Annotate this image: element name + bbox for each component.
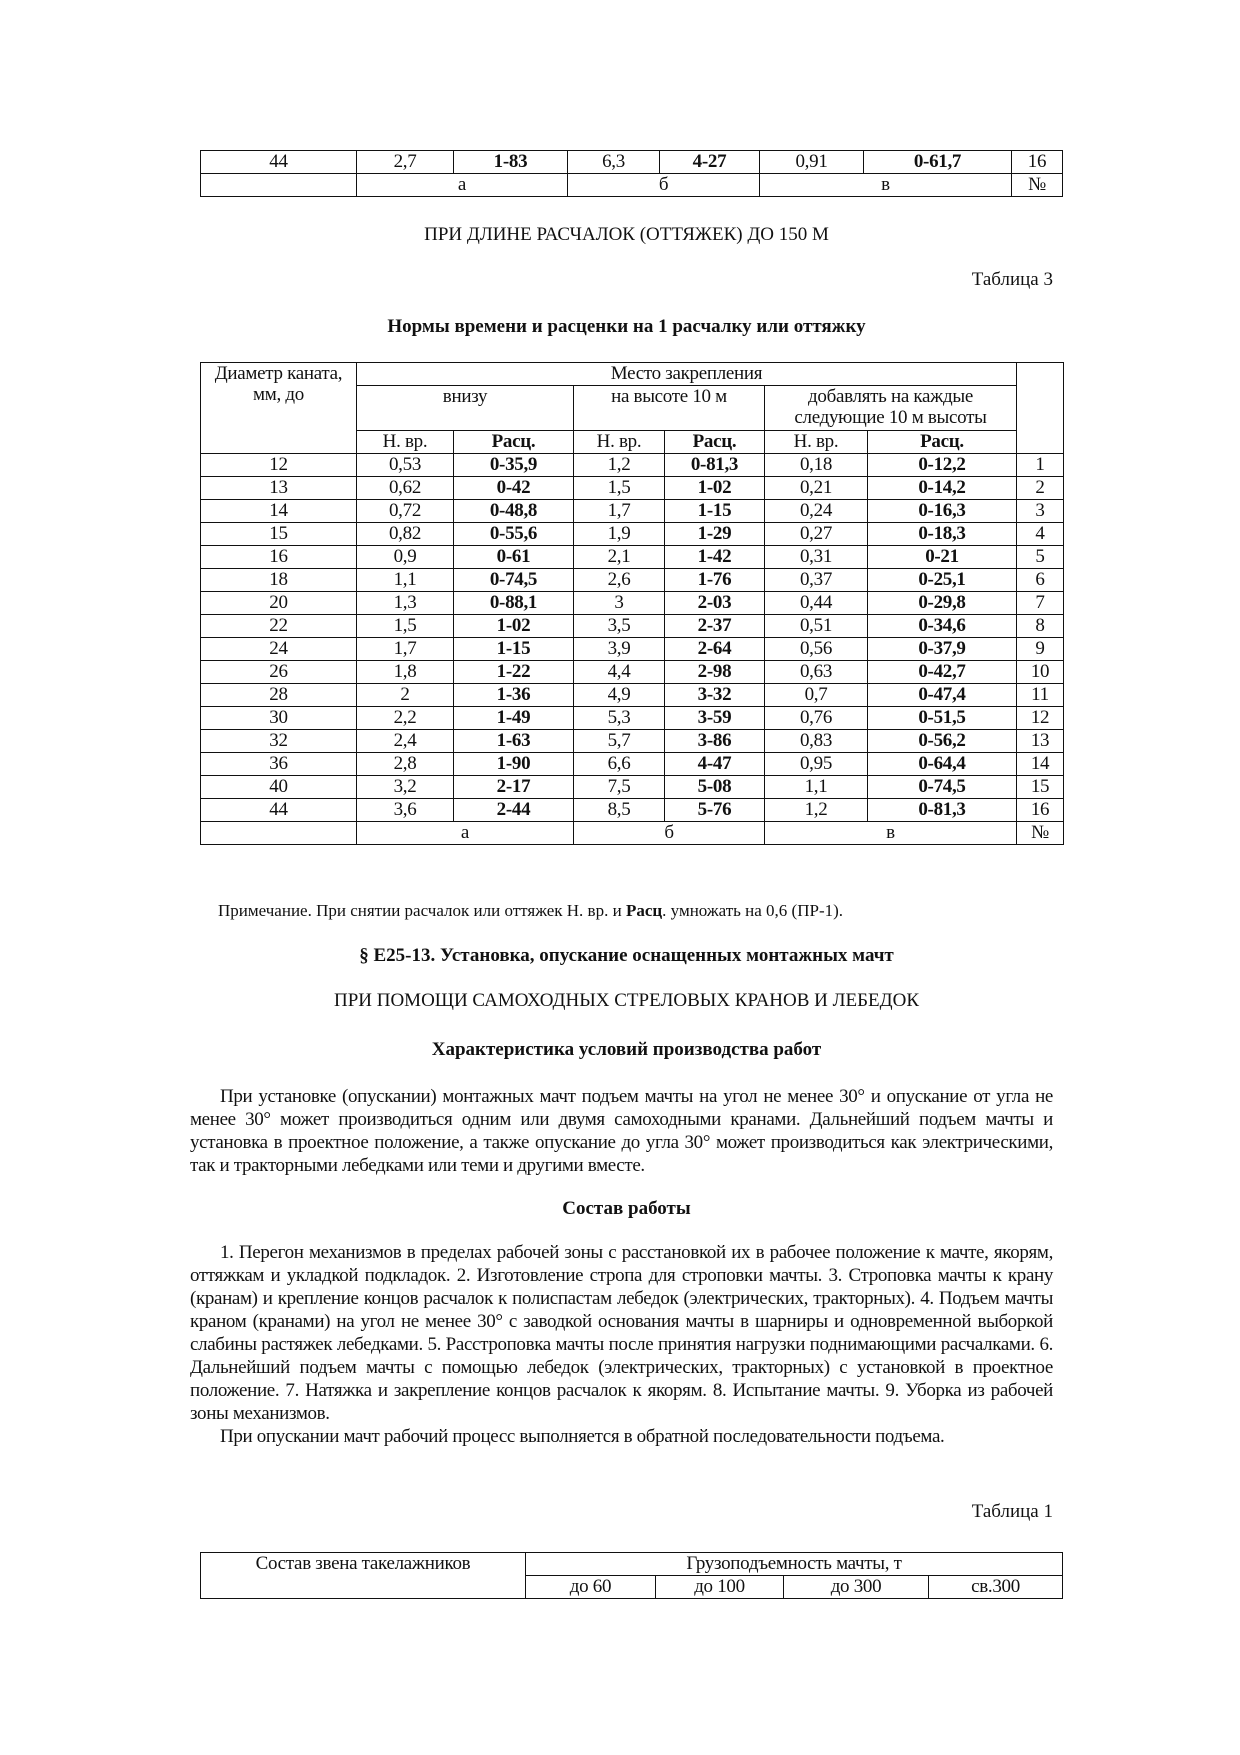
header-add: добавлять на каждые следующие 10 м высоты bbox=[765, 386, 1017, 431]
cell: 0-61,7 bbox=[864, 151, 1012, 174]
cell: 30 bbox=[201, 707, 357, 730]
cell: 6,3 bbox=[568, 151, 660, 174]
cell: 0,44 bbox=[765, 592, 868, 615]
cell: 16 bbox=[1012, 151, 1063, 174]
cell: 2 bbox=[357, 684, 454, 707]
cell: а bbox=[357, 174, 568, 197]
cell: 0-14,2 bbox=[868, 477, 1017, 500]
cell: 0,83 bbox=[765, 730, 868, 753]
cell: 0,76 bbox=[765, 707, 868, 730]
header-crew: Состав звена такелажников bbox=[201, 1553, 526, 1599]
table-footer-row bbox=[201, 174, 1063, 197]
cell: 2-64 bbox=[665, 638, 765, 661]
cell: 1,7 bbox=[357, 638, 454, 661]
cell: 1-42 bbox=[665, 546, 765, 569]
cell: б bbox=[574, 822, 765, 845]
cell: 0,82 bbox=[357, 523, 454, 546]
cell: 1,7 bbox=[574, 500, 665, 523]
header-capacity: Грузоподъемность мачты, т bbox=[526, 1553, 1063, 1576]
cell: 0,51 bbox=[765, 615, 868, 638]
cell: 0-25,1 bbox=[868, 569, 1017, 592]
cell: 0-74,5 bbox=[454, 569, 574, 592]
cell: 4,4 bbox=[574, 661, 665, 684]
cell: 4 bbox=[1017, 523, 1064, 546]
cell: 3,9 bbox=[574, 638, 665, 661]
cell: 0-74,5 bbox=[868, 776, 1017, 799]
cell: 8 bbox=[1017, 615, 1064, 638]
continued-table bbox=[200, 150, 1063, 197]
cell: 0-18,3 bbox=[868, 523, 1017, 546]
cell: 2,2 bbox=[357, 707, 454, 730]
cell: 16 bbox=[201, 546, 357, 569]
table-row bbox=[201, 523, 1064, 546]
cell: 2-98 bbox=[665, 661, 765, 684]
cell: 0,63 bbox=[765, 661, 868, 684]
table3-title: Нормы времени и расценки на 1 расчалку или оттяжку bbox=[387, 316, 866, 337]
work-heading: Состав работы bbox=[562, 1198, 691, 1219]
cell: № bbox=[1012, 174, 1063, 197]
cell: 0-88,1 bbox=[454, 592, 574, 615]
cell: 1-63 bbox=[454, 730, 574, 753]
paragraph: При установке (опускании) монтажных мачт подъем мачты на угол не менее 30° и опускание от угла не менее 30° может производиться одним или двумя самоходными кранами. Дальнейший подъем мачты и установка в проектное положение, а также опускание до угла 30° может производиться как электрическими, так и тракторными лебедками или теми и другими вместе. bbox=[190, 1086, 1053, 1176]
table-row bbox=[201, 151, 1063, 174]
header-nvr: Н. вр. bbox=[765, 431, 868, 454]
cell bbox=[201, 822, 357, 845]
table-row bbox=[201, 684, 1064, 707]
cell: а bbox=[357, 822, 574, 845]
cell: 5,3 bbox=[574, 707, 665, 730]
cell: 1,2 bbox=[574, 454, 665, 477]
cell: 7 bbox=[1017, 592, 1064, 615]
table-row bbox=[201, 638, 1064, 661]
table-row bbox=[201, 546, 1064, 569]
cell: 0-37,9 bbox=[868, 638, 1017, 661]
cell: 1,1 bbox=[765, 776, 868, 799]
cell: 1-22 bbox=[454, 661, 574, 684]
cell: 0-21 bbox=[868, 546, 1017, 569]
cell: 4-27 bbox=[660, 151, 760, 174]
conditions-paragraph bbox=[190, 1085, 1053, 1177]
cell: 0,27 bbox=[765, 523, 868, 546]
paragraph: 1. Перегон механизмов в пределах рабочей зоны с расстановкой их в рабочее положение к мачте, якорям, оттяжкам и укладкой подкладок. 2. Изготовление стропа для строповки мачты. 3. Строповка мачты к крану (кранам) и крепление концов расчалок к полиспастам лебедок (электрических, тракторных). 4. Подъем мачты краном (кранами) на угол не менее 30° с заводкой основания мачты в шарниры и одновременной выборкой слабины растяжек лебедками. 5. Расстроповка мачты после принятия нагрузки поднимающими расчалками. 6. Дальнейший подъем мачты с помощью лебедок (электрических, тракторных) с установкой в проектное положение. 7. Натяжка и закрепление концов расчалок к якорям. 8. Испытание мачты. 9. Уборка из рабочей зоны механизмов. bbox=[190, 1242, 1053, 1424]
crew-table bbox=[200, 1552, 1063, 1599]
cell: 3-32 bbox=[665, 684, 765, 707]
cell: 0,53 bbox=[357, 454, 454, 477]
cell: 28 bbox=[201, 684, 357, 707]
cell: 3-86 bbox=[665, 730, 765, 753]
cell: 0,9 bbox=[357, 546, 454, 569]
cell: 13 bbox=[1017, 730, 1064, 753]
cell: в bbox=[765, 822, 1017, 845]
cell: 0-81,3 bbox=[665, 454, 765, 477]
table-row bbox=[201, 592, 1064, 615]
cell: 1,9 bbox=[574, 523, 665, 546]
table1-label: Таблица 1 bbox=[971, 1501, 1053, 1522]
cell: 1-49 bbox=[454, 707, 574, 730]
table-row bbox=[201, 753, 1064, 776]
cell: 0-51,5 bbox=[868, 707, 1017, 730]
cell: 1-90 bbox=[454, 753, 574, 776]
cell: 0-47,4 bbox=[868, 684, 1017, 707]
cell: 1,3 bbox=[357, 592, 454, 615]
cell: 40 bbox=[201, 776, 357, 799]
cell: 1-29 bbox=[665, 523, 765, 546]
cell: 3-59 bbox=[665, 707, 765, 730]
table-row bbox=[201, 730, 1064, 753]
cell: 1,1 bbox=[357, 569, 454, 592]
cell: 20 bbox=[201, 592, 357, 615]
table-row bbox=[201, 615, 1064, 638]
cell: 0,95 bbox=[765, 753, 868, 776]
cell: 0,31 bbox=[765, 546, 868, 569]
header-row bbox=[201, 363, 1064, 386]
cell: 1-83 bbox=[454, 151, 568, 174]
cell: 0-56,2 bbox=[868, 730, 1017, 753]
cell: 13 bbox=[201, 477, 357, 500]
cell: 0-42,7 bbox=[868, 661, 1017, 684]
cell: 0,37 bbox=[765, 569, 868, 592]
cell bbox=[201, 174, 357, 197]
cell: 2,8 bbox=[357, 753, 454, 776]
table-row bbox=[201, 477, 1064, 500]
cell: б bbox=[568, 174, 760, 197]
section-title: § Е25-13. Установка, опускание оснащенных монтажных мачт bbox=[359, 945, 894, 966]
cell: 5-76 bbox=[665, 799, 765, 822]
table-row bbox=[201, 661, 1064, 684]
header-row bbox=[201, 1553, 1063, 1576]
cell: 36 bbox=[201, 753, 357, 776]
header-rasc: Расц. bbox=[868, 431, 1017, 454]
cell: 9 bbox=[1017, 638, 1064, 661]
cell: 0-55,6 bbox=[454, 523, 574, 546]
cell: 1-36 bbox=[454, 684, 574, 707]
table-footer-row bbox=[201, 822, 1064, 845]
cell: 24 bbox=[201, 638, 357, 661]
cell: 3,2 bbox=[357, 776, 454, 799]
cell: 14 bbox=[201, 500, 357, 523]
table3-label: Таблица 3 bbox=[971, 269, 1053, 290]
cell: 1-15 bbox=[665, 500, 765, 523]
cell: 0-34,6 bbox=[868, 615, 1017, 638]
cell: 3 bbox=[574, 592, 665, 615]
cell: 0-48,8 bbox=[454, 500, 574, 523]
cell: 2-44 bbox=[454, 799, 574, 822]
header-nvr: Н. вр. bbox=[574, 431, 665, 454]
cell: 5,7 bbox=[574, 730, 665, 753]
cell: 0-81,3 bbox=[868, 799, 1017, 822]
cell: 5 bbox=[1017, 546, 1064, 569]
cell: 10 bbox=[1017, 661, 1064, 684]
header-rasc: Расц. bbox=[454, 431, 574, 454]
table-row bbox=[201, 776, 1064, 799]
table-row bbox=[201, 500, 1064, 523]
section-subtitle: ПРИ ПОМОЩИ САМОХОДНЫХ СТРЕЛОВЫХ КРАНОВ И ЛЕБЕДОК bbox=[333, 990, 920, 1011]
cell: 1 bbox=[1017, 454, 1064, 477]
table-row bbox=[201, 454, 1064, 477]
cell: 4-47 bbox=[665, 753, 765, 776]
cell: 1-02 bbox=[454, 615, 574, 638]
cell: 0,24 bbox=[765, 500, 868, 523]
table-row bbox=[201, 707, 1064, 730]
cell: 16 bbox=[1017, 799, 1064, 822]
cell: № bbox=[1017, 822, 1064, 845]
table-row bbox=[201, 799, 1064, 822]
paragraph: При опускании мачт рабочий процесс выполняется в обратной последовательности подъема. bbox=[220, 1426, 945, 1447]
cell: 7,5 bbox=[574, 776, 665, 799]
cell: 44 bbox=[201, 799, 357, 822]
header-height: на высоте 10 м bbox=[574, 386, 765, 431]
cell: 2-37 bbox=[665, 615, 765, 638]
cell: 3,5 bbox=[574, 615, 665, 638]
capacity-cell: до 300 bbox=[784, 1576, 929, 1599]
cell: 26 bbox=[201, 661, 357, 684]
header-nvr: Н. вр. bbox=[357, 431, 454, 454]
cell: 0-42 bbox=[454, 477, 574, 500]
cell: 2,6 bbox=[574, 569, 665, 592]
cell: 5-08 bbox=[665, 776, 765, 799]
header-number bbox=[1017, 363, 1064, 454]
cell: 0,91 bbox=[760, 151, 864, 174]
cell: 0,62 bbox=[357, 477, 454, 500]
cell: 14 bbox=[1017, 753, 1064, 776]
header-place: Место закрепления bbox=[357, 363, 1017, 386]
cell: 12 bbox=[201, 454, 357, 477]
conditions-heading: Характеристика условий производства работ bbox=[431, 1039, 822, 1060]
cell: 11 bbox=[1017, 684, 1064, 707]
cell: 3 bbox=[1017, 500, 1064, 523]
cell: 0,56 bbox=[765, 638, 868, 661]
cell: 18 bbox=[201, 569, 357, 592]
cell: 2,7 bbox=[357, 151, 454, 174]
cell: 6 bbox=[1017, 569, 1064, 592]
cell: 2,1 bbox=[574, 546, 665, 569]
cell: 2-03 bbox=[665, 592, 765, 615]
cell: 32 bbox=[201, 730, 357, 753]
cell: 0,18 bbox=[765, 454, 868, 477]
header-rasc: Расц. bbox=[665, 431, 765, 454]
cell: 1,5 bbox=[357, 615, 454, 638]
cell: 0-35,9 bbox=[454, 454, 574, 477]
cell: 2,4 bbox=[357, 730, 454, 753]
cell: 1-02 bbox=[665, 477, 765, 500]
capacity-cell: до 100 bbox=[656, 1576, 784, 1599]
cell: 0-29,8 bbox=[868, 592, 1017, 615]
table-note bbox=[218, 901, 843, 921]
cell: 22 bbox=[201, 615, 357, 638]
note-text: . умножать на 0,6 (ПР-1). bbox=[662, 901, 844, 920]
cell: 2-17 bbox=[454, 776, 574, 799]
table-row bbox=[201, 569, 1064, 592]
cell: 44 bbox=[201, 151, 357, 174]
cell: 1-15 bbox=[454, 638, 574, 661]
note-bold: Расц bbox=[625, 901, 663, 920]
cell: 0,7 bbox=[765, 684, 868, 707]
cell: 0-12,2 bbox=[868, 454, 1017, 477]
cell: 12 bbox=[1017, 707, 1064, 730]
cell: 0-16,3 bbox=[868, 500, 1017, 523]
cell: 1,5 bbox=[574, 477, 665, 500]
cell: 1,8 bbox=[357, 661, 454, 684]
norms-table bbox=[200, 362, 1064, 845]
capacity-cell: до 60 bbox=[526, 1576, 656, 1599]
cell: 15 bbox=[201, 523, 357, 546]
cell: 0-64,4 bbox=[868, 753, 1017, 776]
cell: 1,2 bbox=[765, 799, 868, 822]
note-text: Примечание. При снятии расчалок или оттяжек Н. вр. и bbox=[218, 901, 626, 920]
cell: 0,72 bbox=[357, 500, 454, 523]
work-paragraph bbox=[190, 1241, 1053, 1448]
capacity-cell: св.300 bbox=[929, 1576, 1063, 1599]
length-heading: ПРИ ДЛИНЕ РАСЧАЛОК (ОТТЯЖЕК) ДО 150 М bbox=[424, 224, 829, 245]
cell: 3,6 bbox=[357, 799, 454, 822]
cell: 15 bbox=[1017, 776, 1064, 799]
cell: 8,5 bbox=[574, 799, 665, 822]
cell: в bbox=[760, 174, 1012, 197]
cell: 0-61 bbox=[454, 546, 574, 569]
cell: 4,9 bbox=[574, 684, 665, 707]
cell: 1-76 bbox=[665, 569, 765, 592]
header-bottom: внизу bbox=[357, 386, 574, 431]
cell: 2 bbox=[1017, 477, 1064, 500]
cell: 6,6 bbox=[574, 753, 665, 776]
header-diameter: Диаметр каната, мм, до bbox=[201, 363, 357, 454]
cell: 0,21 bbox=[765, 477, 868, 500]
